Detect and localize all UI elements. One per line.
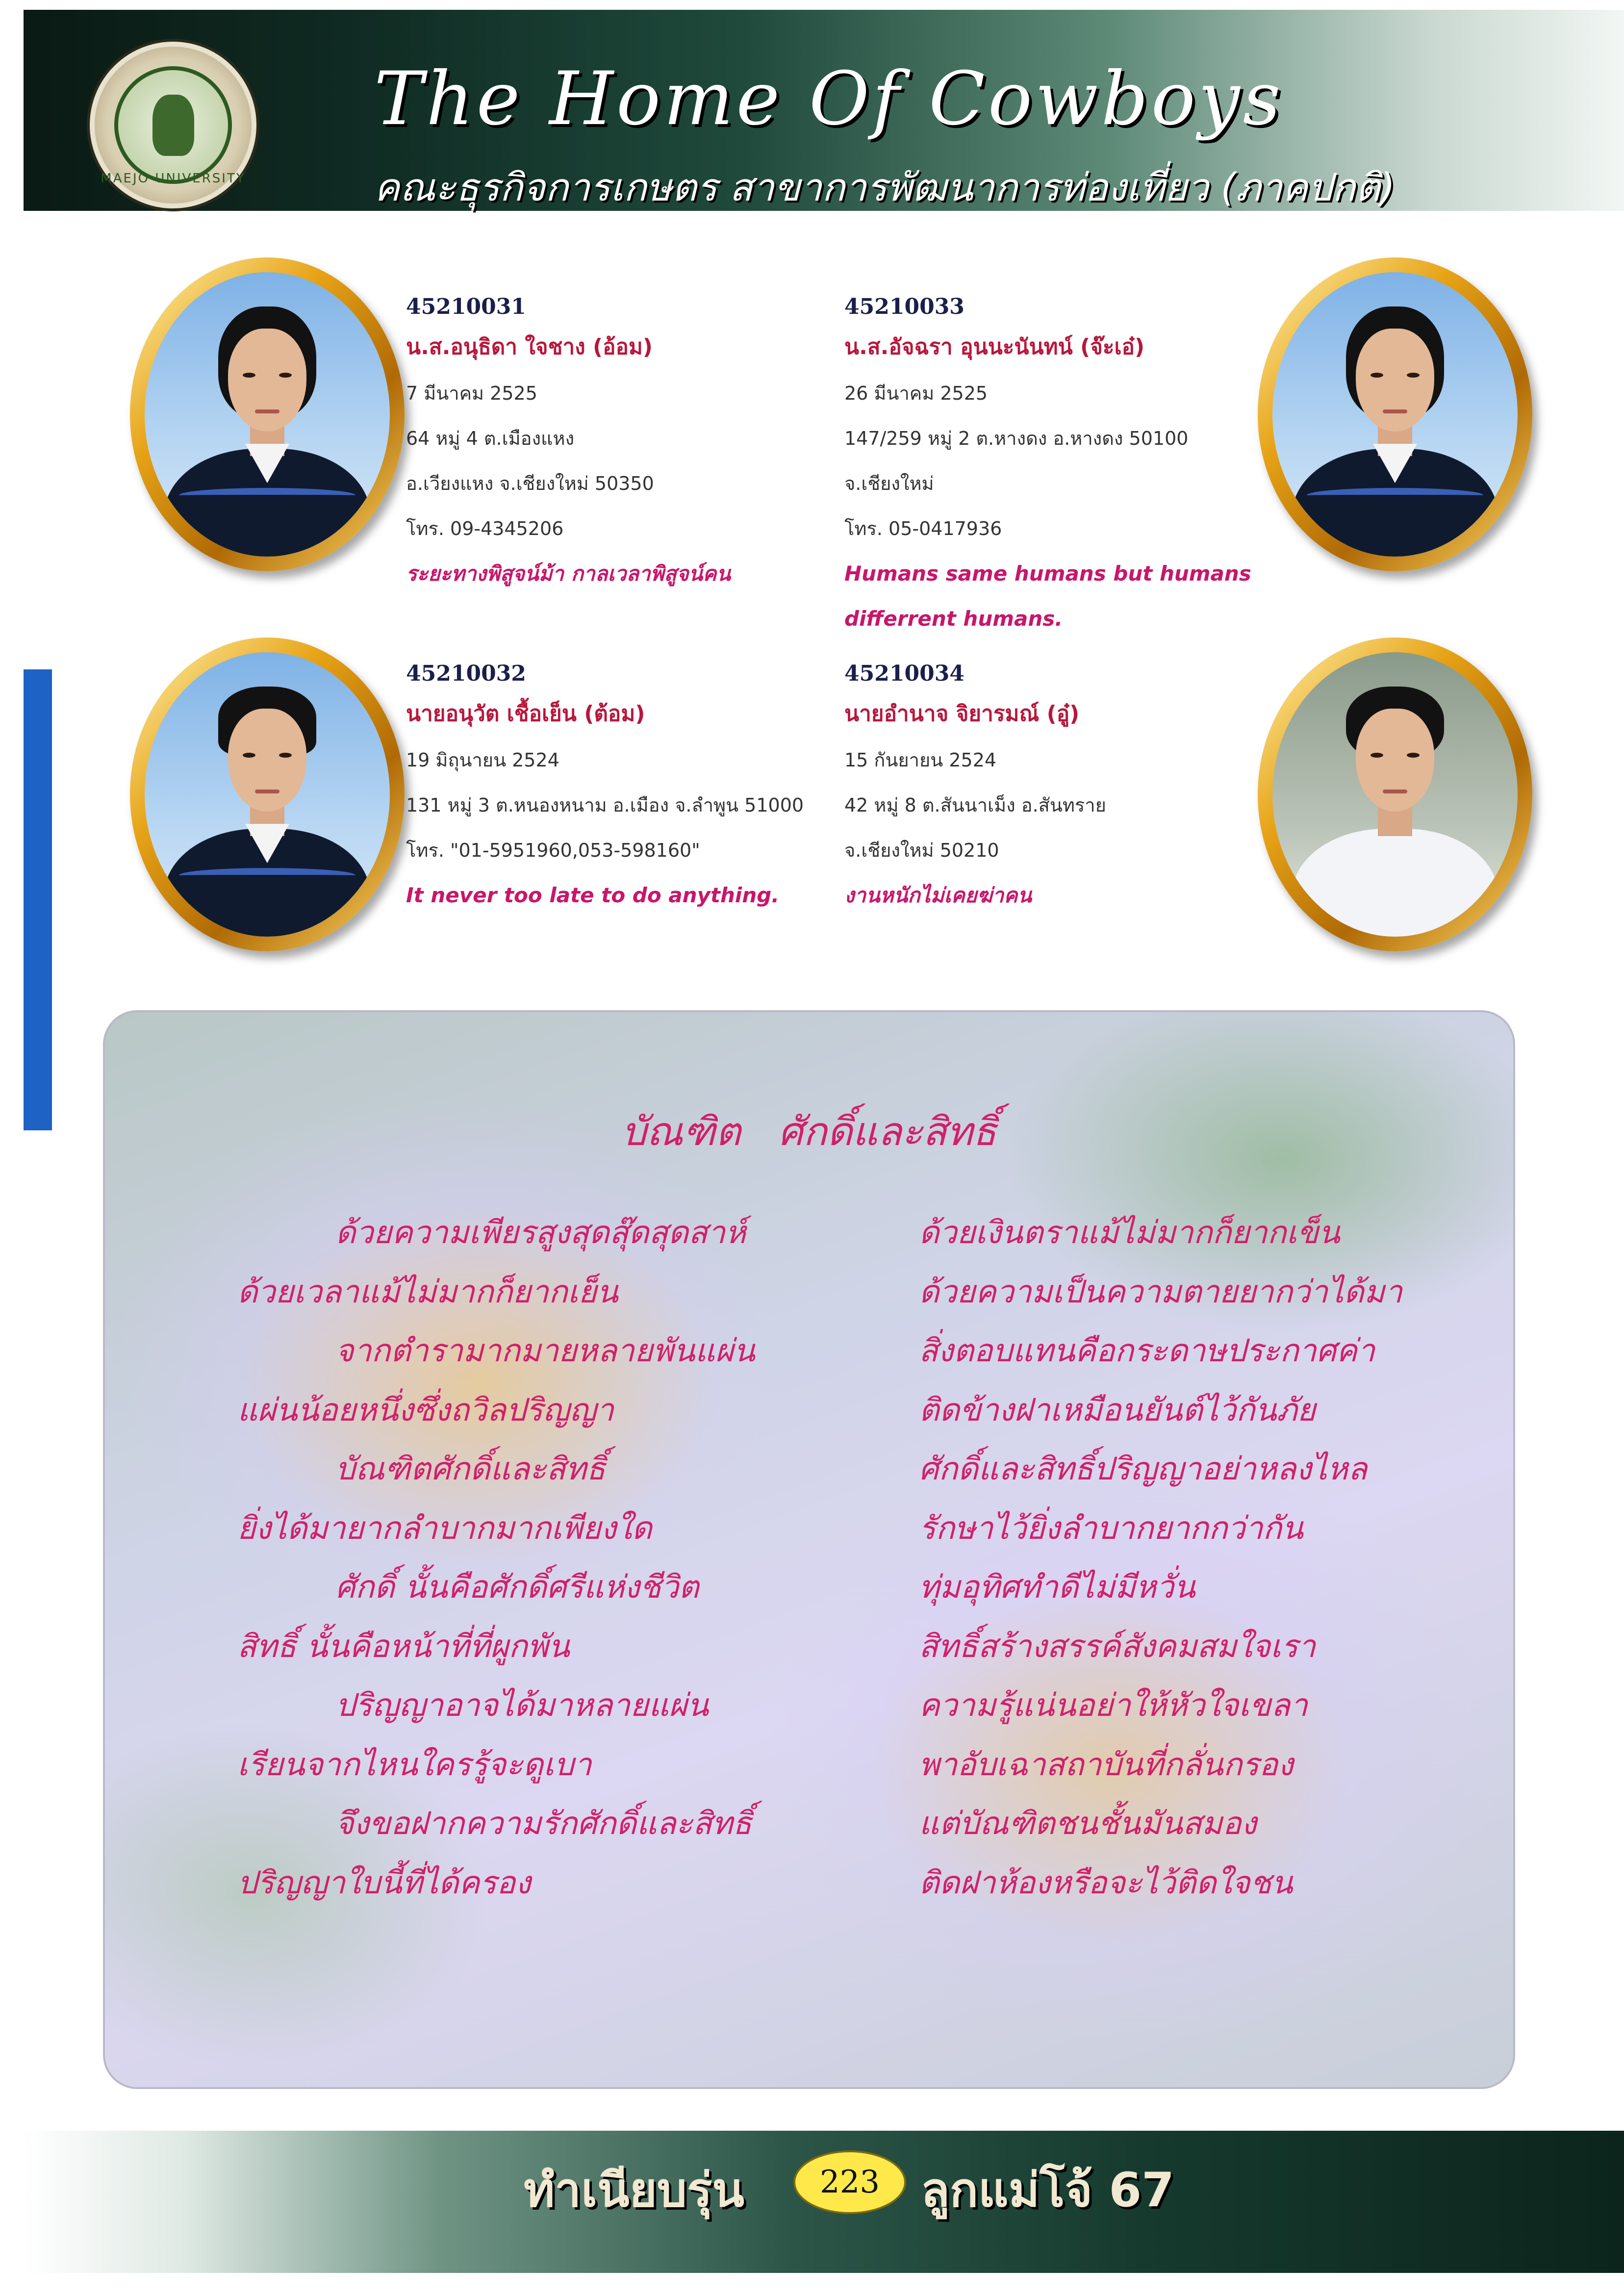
student-photo-2 (1258, 257, 1532, 571)
poem-line: ทุ่มอุทิศทำดีไม่มีหวั่น (919, 1569, 1195, 1606)
poem-line: ด้วยความเพียรสูงสุดสุ๊ดสุดสาห์ (335, 1215, 746, 1251)
poem-line: บัณฑิตศักดิ์และสิทธิ์ (335, 1451, 606, 1487)
page-subtitle: คณะธุรกิจการเกษตร สาขาการพัฒนาการท่องเที่ยว (ภาคปกติ) (374, 166, 1396, 210)
poem-line: สิทธิ์ นั้นคือหน้าที่ที่ผูกพัน (237, 1628, 570, 1665)
footer-yearbook-label: ทำเนียบรุ่น (524, 2163, 744, 2218)
poem-line: ความรู้แน่นอย่าให้หัวใจเขลา (919, 1687, 1308, 1724)
student-name: นายอนุวัต เชื้อเย็น (ต้อม) (406, 701, 645, 726)
student-photo-3 (130, 638, 405, 951)
page-footer (24, 2131, 1624, 2273)
student-motto: ระยะทางพิสูจน์ม้า กาลเวลาพิสูจน์คน (406, 561, 731, 586)
poem-line: พาอับเฉาสถาบันที่กลั่นกรอง (919, 1746, 1294, 1783)
student-phone: โทร. 05-0417936 (844, 518, 1002, 539)
photo-image (145, 652, 390, 937)
student-entry (844, 294, 1251, 641)
student-phone: โทร. 09-4345206 (406, 518, 564, 539)
student-motto: งานหนักไม่เคยฆ่าคน (844, 883, 1032, 907)
poem-line: ศักดิ์และสิทธิ์ปริญญาอย่าหลงไหล (919, 1451, 1368, 1487)
logo-text: MAEJO UNIVERSITY (101, 171, 246, 186)
student-birthdate: 26 มีนาคม 2525 (844, 382, 988, 404)
student-address-line: จ.เชียงใหม่ (844, 473, 934, 494)
student-address-line: 147/259 หมู่ 2 ต.หางดง อ.หางดง 50100 (844, 428, 1189, 449)
page-title: The Home Of Cowboys (374, 56, 1284, 142)
photo-image (1272, 652, 1518, 937)
student-birthdate: 15 กันยายน 2524 (844, 749, 997, 771)
poem-line: รักษาไว้ยิ่งลำบากยากกว่ากัน (919, 1510, 1303, 1547)
side-accent-bar (24, 669, 52, 1130)
student-photo-1 (130, 257, 405, 571)
student-id: 45210033 (844, 294, 964, 319)
poem-line: จากตำรามากมายหลายพันแผ่น (335, 1333, 755, 1369)
student-entry (406, 294, 731, 596)
student-motto: differrent humans. (844, 607, 1063, 631)
student-id: 45210032 (406, 661, 526, 686)
photo-image (1272, 272, 1518, 557)
student-birthdate: 7 มีนาคม 2525 (406, 382, 537, 404)
poem-line: แต่บัณฑิตชนชั้นมันสมอง (919, 1806, 1257, 1842)
student-entry (844, 661, 1106, 918)
student-address-line: 42 หมู่ 8 ต.สันนาเม็ง อ.สันทราย (844, 794, 1106, 816)
student-photo-4 (1258, 638, 1532, 951)
university-logo (90, 42, 256, 208)
poem-line: สิ่งตอบแทนคือกระดาษประกาศค่า (919, 1333, 1375, 1369)
poem-line: เรียนจากไหนใครรู้จะดูเบา (237, 1746, 592, 1783)
poem-line: ด้วยเวลาแม้ไม่มากก็ยากเย็น (237, 1274, 618, 1310)
poem-title: บัณฑิต ศักดิ์และสิทธิ์ (621, 1109, 997, 1154)
student-name: นายอำนาจ จิยารมณ์ (อู๋) (844, 701, 1080, 726)
student-id: 45210034 (844, 661, 964, 686)
student-birthdate: 19 มิถุนายน 2524 (406, 749, 559, 771)
poem-line: ด้วยความเป็นความตายยากว่าได้มา (919, 1274, 1402, 1310)
poem-line: ติดฝาห้องหรือจะไว้ติดใจชน (919, 1864, 1293, 1901)
student-phone: โทร. "01-5951960,053-598160" (406, 840, 700, 861)
student-entry (406, 661, 804, 918)
poem-line: ติดข้างฝาเหมือนยันต์ไว้กันภัย (919, 1392, 1316, 1428)
student-name: น.ส.อัจฉรา อุนนะนันทน์ (จ๊ะเอ๋) (844, 334, 1145, 359)
poem-line: ศักดิ์ นั้นคือศักดิ์ศรีแห่งชีวิต (335, 1569, 699, 1606)
student-name: น.ส.อนุธิดา ใจชาง (อ้อม) (406, 334, 653, 359)
student-address-line: 131 หมู่ 3 ต.หนองหนาม อ.เมือง จ.ลำพูน 51000 (406, 794, 804, 816)
student-address-line: อ.เวียงแหง จ.เชียงใหม่ 50350 (406, 473, 654, 494)
poem-line: ปริญญาอาจได้มาหลายแผ่น (335, 1687, 709, 1724)
poem-line: ปริญญาใบนี้ที่ได้ครอง (237, 1864, 531, 1901)
student-address-line: จ.เชียงใหม่ 50210 (844, 840, 999, 861)
poem-line: สิทธิ์สร้างสรรค์สังคมสมใจเรา (919, 1628, 1316, 1665)
photo-image (145, 272, 390, 557)
poem-left-column (237, 1203, 755, 1912)
poem-line: ด้วยเงินตราแม้ไม่มากก็ยากเข็น (919, 1215, 1340, 1251)
page-number-badge: 223 (793, 2150, 906, 2214)
student-motto: Humans same humans but humans (844, 561, 1251, 586)
poem-right-column (919, 1203, 1402, 1912)
logo-emblem-icon (114, 66, 232, 184)
footer-class-label: ลูกแม่โจ้ 67 (921, 2163, 1174, 2218)
student-address-line: 64 หมู่ 4 ต.เมืองแหง (406, 428, 575, 449)
student-id: 45210031 (406, 294, 526, 319)
page-header (24, 10, 1624, 211)
poem-line: แผ่นน้อยหนึ่งซึ่งถวิลปริญญา (237, 1392, 614, 1428)
poem-line: ยิ่งได้มายากลำบากมากเพียงใด (237, 1510, 652, 1547)
poem-panel (103, 1010, 1515, 2089)
student-motto: It never too late to do anything. (406, 883, 780, 907)
poem-line: จึงขอฝากความรักศักดิ์และสิทธิ์ (335, 1806, 752, 1842)
